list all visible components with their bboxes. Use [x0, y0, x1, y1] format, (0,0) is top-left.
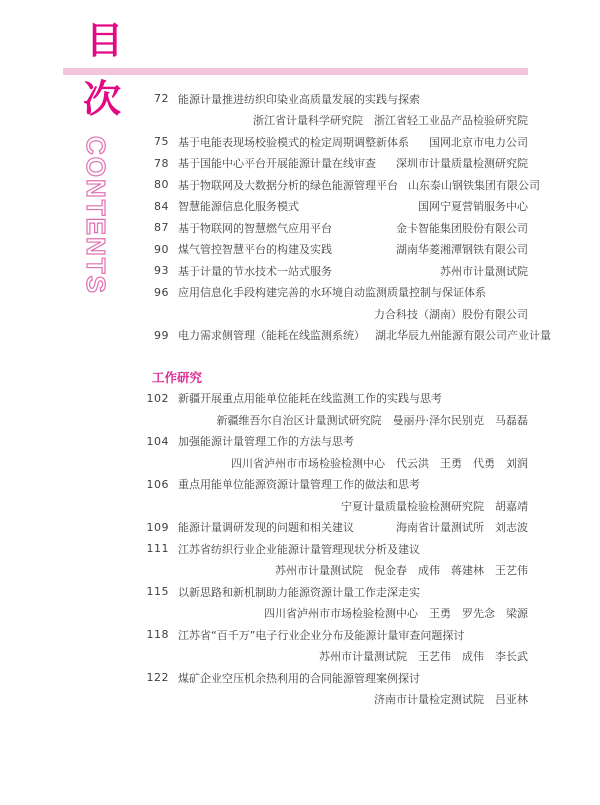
toc-entry — [142, 174, 540, 196]
toc-entry — [142, 474, 528, 517]
toc-page-number: 118 — [146, 628, 169, 642]
toc-entry-credit-line: 四川省泸州市市场检验检测中心 王勇 罗先念 梁源 — [264, 607, 528, 621]
toc-page-number: 115 — [146, 585, 169, 599]
toc-entry-title-line — [142, 131, 528, 153]
toc-entry-title-line — [142, 239, 528, 261]
toc-entry-organization: 国网宁夏营销服务中心 — [418, 200, 528, 214]
toc-page-number: 87 — [154, 221, 169, 235]
toc-page-number: 106 — [146, 477, 169, 491]
toc-entry — [142, 581, 528, 624]
toc-entry-title: 基于物联网的智慧燃气应用平台 — [178, 221, 332, 235]
toc-entry-credit-line: 苏州市计量测试院 倪金春 成伟 蒋建林 王艺伟 — [275, 564, 528, 578]
toc-entry — [142, 667, 528, 710]
toc-entry-title-line — [142, 431, 528, 453]
toc-entry-credit-line: 新疆维吾尔自治区计量测试研究院 曼丽丹·泽尔民别克 马磊磊 — [216, 413, 528, 427]
toc-entry — [142, 153, 528, 175]
logo-char-ci: 次 — [83, 77, 122, 121]
toc-entry-title-line — [142, 196, 528, 218]
toc-entry — [142, 517, 528, 539]
toc-page-number: 80 — [154, 178, 169, 192]
toc-page-number: 93 — [154, 264, 169, 278]
toc-entry-organization: 国网北京市电力公司 — [429, 135, 528, 149]
toc-entry-title: 煤气管控智慧平台的构建及实践 — [178, 243, 332, 257]
toc-entry-title: 应用信息化手段构建完善的水环境自动监测质量控制与保证体系 — [178, 286, 486, 300]
toc-entry-credit-line: 力合科技（湖南）股份有限公司 — [374, 307, 528, 321]
toc-entry-title-line — [142, 624, 528, 646]
toc-entry — [142, 260, 528, 282]
toc-entry-credit-line: 四川省泸州市市场检验检测中心 代云洪 王勇 代勇 刘润 — [231, 456, 528, 470]
toc-entry-title-line — [142, 388, 528, 410]
toc-entry-organization: 深圳市计量质量检测研究院 — [396, 157, 528, 171]
contents-vertical-label: CONTENTS — [81, 136, 111, 295]
toc-entry-title-line — [142, 667, 528, 689]
toc-entry — [142, 538, 528, 581]
toc-entry — [142, 196, 528, 218]
toc-entry — [142, 431, 528, 474]
toc-entry-title: 电力需求侧管理（能耗在线监测系统） — [178, 329, 365, 343]
toc-entry-title-line — [142, 282, 528, 304]
toc-entry-organization: 湖北华辰九州能源有限公司产业计量 — [375, 329, 551, 343]
toc-entry — [142, 131, 528, 153]
toc-entry-title: 基于国能中心平台开展能源计量在线审查 — [178, 157, 376, 171]
toc-entry-organization: 海南省计量测试所 刘志波 — [396, 521, 528, 535]
toc-page-number: 84 — [154, 199, 169, 213]
toc-entry-credit-line: 济南市计量检定测试院 吕亚林 — [374, 693, 528, 707]
toc-page-number: 102 — [146, 391, 169, 405]
toc-entry-title: 新疆开展重点用能单位能耗在线监测工作的实践与思考 — [178, 392, 442, 406]
toc-entry — [142, 325, 551, 347]
toc-entry-title-line — [142, 88, 528, 110]
toc-entry-title-line — [142, 581, 528, 603]
toc-page-number: 96 — [154, 285, 169, 299]
toc-entry-title: 能源计量推进纺织印染业高质量发展的实践与探索 — [178, 92, 420, 106]
toc-entry-organization: 湖南华菱湘潭钢铁有限公司 — [396, 243, 528, 257]
toc-page-number: 78 — [154, 156, 169, 170]
toc-entry-title: 基于物联网及大数据分析的绿色能源管理平台 — [178, 178, 398, 192]
pink-divider-bar — [63, 68, 528, 75]
toc-page-number: 99 — [154, 328, 169, 342]
toc-entry-title: 智慧能源信息化服务模式 — [178, 200, 299, 214]
toc-entry-title: 江苏省纺织行业企业能源计量管理现状分析及建议 — [178, 542, 420, 556]
toc-entry — [142, 388, 528, 431]
toc-entry-title: 基于计量的节水技术一站式服务 — [178, 264, 332, 278]
toc-entry — [142, 624, 528, 667]
toc-entry — [142, 239, 528, 261]
toc-page-number: 75 — [154, 135, 169, 149]
toc-entry-credit-line: 宁夏计量质量检验检测研究院 胡嘉靖 — [341, 499, 528, 513]
toc-entry-title: 煤矿企业空压机余热利用的合同能源管理案例探讨 — [178, 671, 420, 685]
toc-entry-title: 以新思路和新机制助力能源资源计量工作走深走实 — [178, 585, 420, 599]
toc-entry-organization: 山东泰山钢铁集团有限公司 — [408, 178, 540, 192]
toc-entry-title-line — [142, 174, 540, 196]
toc-entry — [142, 88, 528, 131]
logo-char-mu: 目 — [86, 19, 123, 62]
toc-entry-credit-line: 苏州市计量测试院 王艺伟 成伟 李长武 — [319, 650, 528, 664]
toc-entry — [142, 282, 528, 325]
toc-entry-title: 基于电能表现场校验模式的检定周期调整新体系 — [178, 135, 409, 149]
toc-entry-title: 重点用能单位能源资源计量管理工作的做法和思考 — [178, 478, 420, 492]
toc-entry-title: 加强能源计量管理工作的方法与思考 — [178, 435, 354, 449]
toc-page-number: 104 — [146, 434, 169, 448]
section-header: 工作研究 — [152, 369, 203, 385]
toc-entry-title-line — [142, 517, 528, 539]
toc-entry-title-line — [142, 538, 528, 560]
toc-body — [142, 88, 551, 710]
toc-entry-title-line — [142, 325, 551, 347]
toc-page-number: 122 — [146, 671, 169, 685]
toc-page-number: 90 — [154, 242, 169, 256]
toc-entry-credit-line: 浙江省计量科学研究院 浙江省轻工业品产品检验研究院 — [253, 114, 528, 128]
toc-entry-title-line — [142, 474, 528, 496]
toc-page-number: 111 — [146, 542, 169, 556]
toc-page-number: 109 — [146, 520, 169, 534]
toc-entry-organization: 金卡智能集团股份有限公司 — [396, 221, 528, 235]
toc-entry — [142, 217, 528, 239]
toc-entry-title-line — [142, 260, 528, 282]
toc-page-number: 72 — [154, 92, 169, 106]
toc-entry-title: 江苏省“百千万”电子行业企业分布及能源计量审查问题探讨 — [178, 628, 465, 642]
toc-entry-title: 能源计量调研发现的问题和相关建议 — [178, 521, 354, 535]
toc-entry-title-line — [142, 217, 528, 239]
toc-entry-title-line — [142, 153, 528, 175]
toc-entry-organization: 苏州市计量测试院 — [440, 264, 528, 278]
